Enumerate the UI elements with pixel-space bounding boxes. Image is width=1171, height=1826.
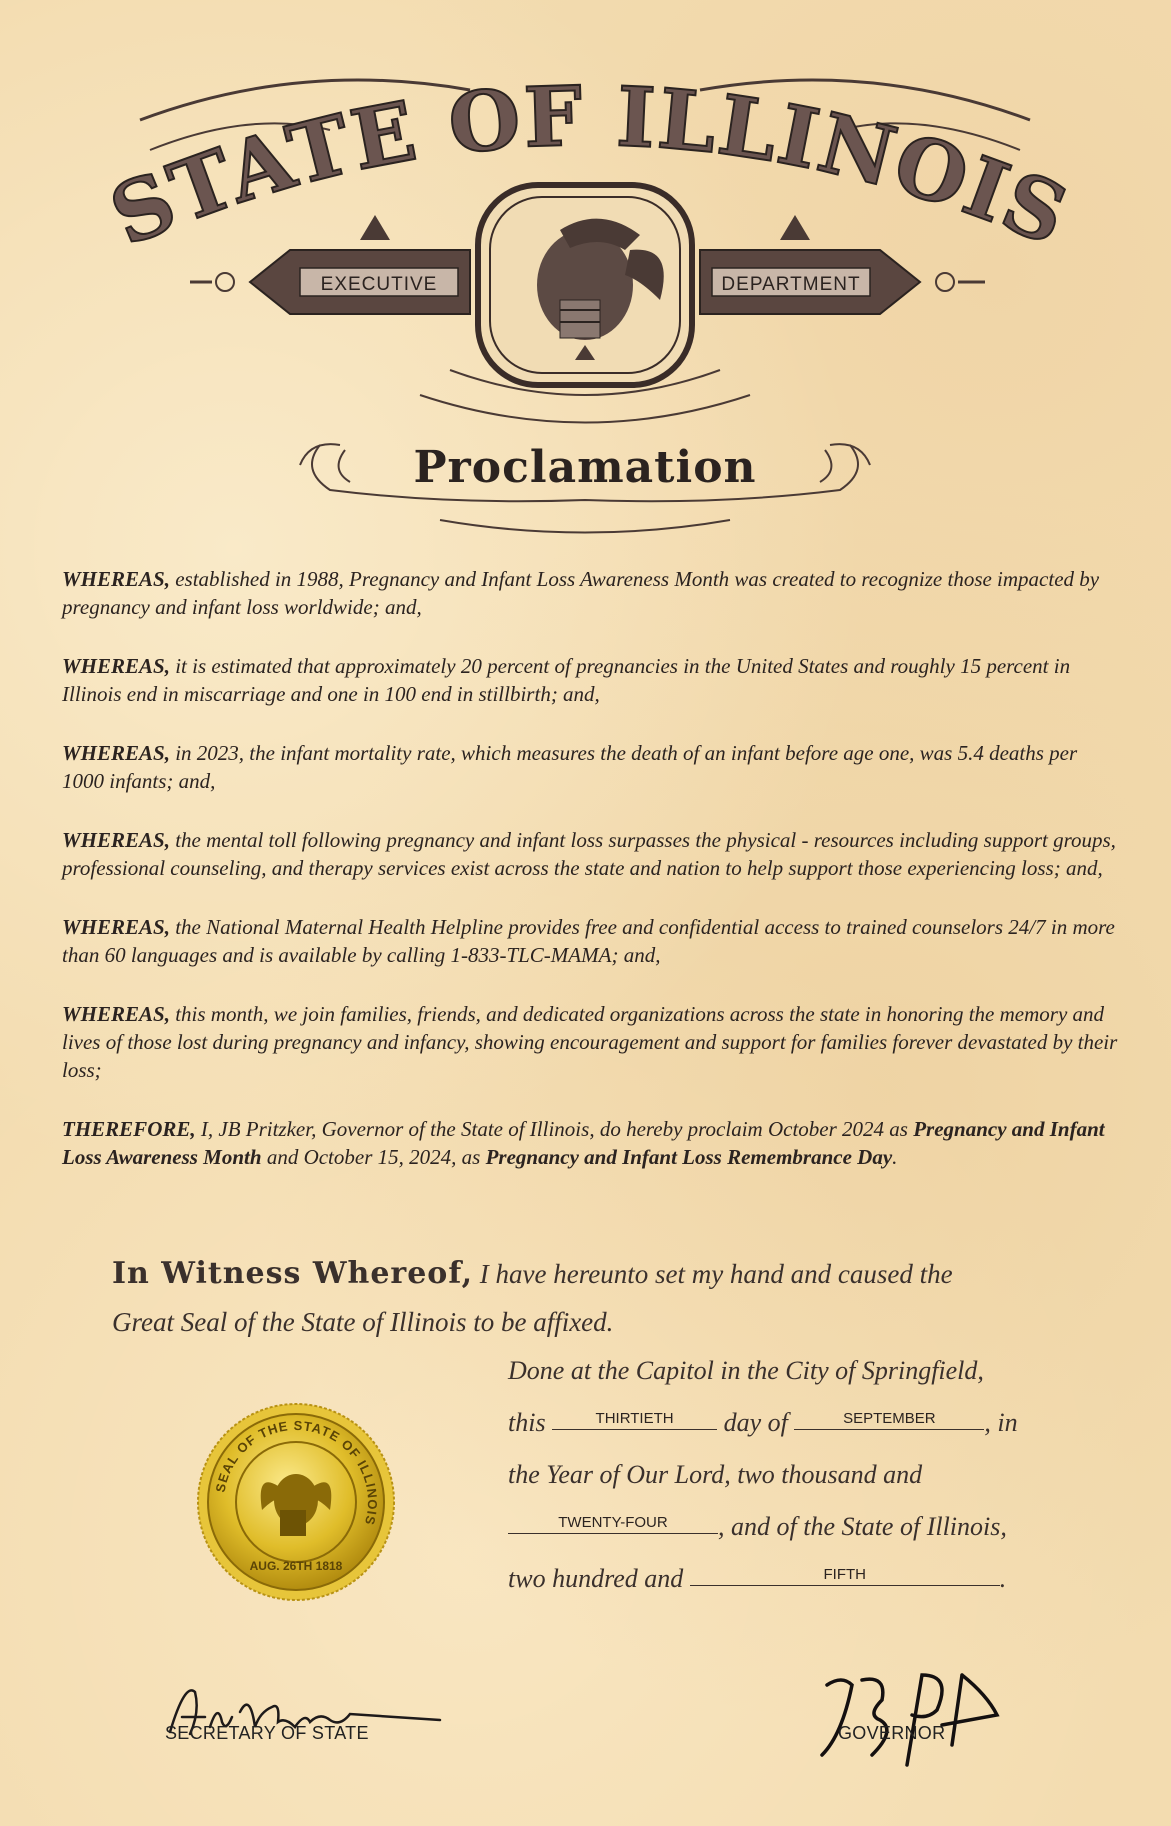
great-seal [196,1402,396,1602]
secretary-of-state-label: SECRETARY OF STATE [165,1723,369,1743]
clause-5 [62,913,1122,969]
clause-2 [62,652,1122,708]
clause-lead: WHEREAS, [62,654,170,678]
therefore-text-2: and October 15, 2024, as [266,1145,481,1169]
month-value: SEPTEMBER [794,1410,984,1430]
witness-line-1: I have hereunto set my hand and caused the [479,1259,953,1289]
therefore-text-1: I, JB Pritzker, Governor of the State of Illinois, do hereby proclaim October 2024 as [200,1117,908,1141]
done-line-3: the Year of Our Lord, two thousand and [508,1460,923,1489]
clause-lead: WHEREAS, [62,741,170,765]
clause-text: the mental toll following pregnancy and infant loss surpasses the physical - resources including support groups, professional counseling, and therapy services exist across the state and nation to help support those experiencing loss; and, [62,828,1116,880]
year-value: TWENTY-FOUR [508,1514,718,1534]
seal-ring-text: SEAL OF THE STATE OF ILLINOIS [212,1417,381,1528]
banner-department: DEPARTMENT [721,274,861,295]
clause-text: the National Maternal Health Helpline provides free and confidential access to trained counselors 24/7 in more than 60 languages and is available by calling 1-833-TLC-MAMA; and, [62,915,1115,967]
done-line-1: Done at the Capitol in the City of Springfield, [508,1356,984,1385]
day-value: THIRTIETH [552,1410,717,1430]
clause-6 [62,1000,1122,1084]
therefore-bold-2: Pregnancy and Infant Loss Remembrance Day [485,1145,893,1169]
done-two-hundred: two hundred and [508,1564,684,1593]
witness-block [112,1250,1092,1346]
done-line-4 [508,1501,1108,1553]
state-title: STATE OF ILLINOIS [97,68,1082,266]
clause-text: this month, we join families, friends, and dedicated organizations across the state in honoring the memory and lives of those lost during pregnancy and infancy, showing encouragement and support for families forever devastated by their loss; [62,1002,1118,1082]
done-line-5 [508,1553,1108,1605]
governor-label: GOVERNOR [838,1723,946,1743]
clause-lead: WHEREAS, [62,828,170,852]
clause-text: in 2023, the infant mortality rate, which measures the death of an infant before age one, was 5.4 deaths per 1000 infants; and, [62,741,1078,793]
header-art [0,0,1171,560]
done-block [508,1345,1108,1605]
done-period: . [999,1564,1007,1593]
clause-lead: WHEREAS, [62,1002,170,1026]
clause-text: it is estimated that approximately 20 percent of pregnancies in the United States and roughly 15 percent in Illinois end in miscarriage and one in 100 end in stillbirth; and, [62,654,1071,706]
therefore-bold-1: Pregnancy and Infant Loss Awareness Month [62,1117,1105,1169]
done-this: this [508,1408,546,1437]
witness-heading: In Witness Whereof, [112,1256,474,1291]
banner-executive: EXECUTIVE [320,274,438,295]
seal-date: AUG. 26TH 1818 [249,1559,343,1573]
witness-line-2: Great Seal of the State of Illinois to be affixed. [112,1307,614,1337]
document-type-title: Proclamation [413,442,757,493]
clause-lead: WHEREAS, [62,915,170,939]
clause-3 [62,739,1122,795]
done-line-2 [508,1397,1108,1449]
clause-lead: WHEREAS, [62,567,170,591]
therefore-lead: THEREFORE, [62,1117,196,1141]
done-day-of: day of [723,1408,788,1437]
therefore-clause [62,1115,1122,1171]
therefore-end: . [892,1145,898,1169]
done-state-of: , and of the State of Illinois, [718,1512,1007,1541]
state-year-value: FIFTH [690,1566,1000,1586]
clause-1 [62,565,1122,621]
clause-text: established in 1988, Pregnancy and Infant Loss Awareness Month was created to recognize those impacted by pregnancy and infant loss worldwide; and, [62,567,1100,619]
governor-signature [812,1655,1012,1775]
clauses [62,565,1122,1202]
done-in: , in [984,1408,1018,1437]
clause-4 [62,826,1122,882]
header-engraving [0,0,1171,560]
